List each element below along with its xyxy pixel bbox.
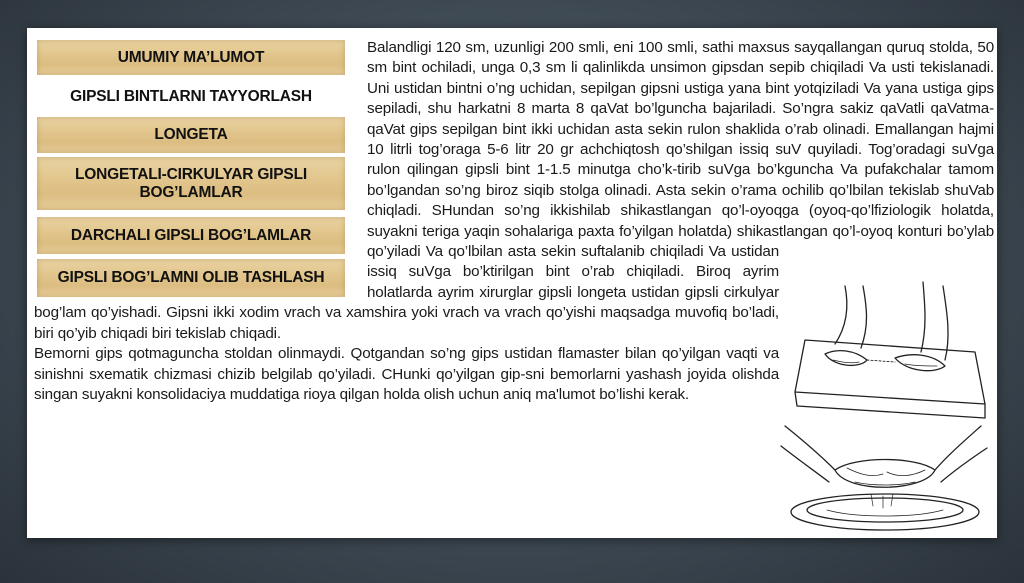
slide: [27, 28, 997, 538]
menu-item-darchali[interactable]: [37, 217, 345, 254]
menu-item-label: LONGETALI-CIRKULYAR GIPSLI BOG’LAMLAR: [75, 165, 307, 201]
menu-item-umumiy-malumot[interactable]: [37, 40, 345, 75]
menu-item-label: UMUMIY MA’LUMOT: [117, 48, 265, 66]
menu-item-longeta[interactable]: [37, 117, 345, 153]
topic-menu: [37, 40, 345, 297]
menu-item-label: GIPSLI BINTLARNI TAYYORLASH: [70, 88, 312, 106]
paragraph-1: Balandligi 120 sm, uzunligi 200 smli, eni 100 smli, sathi maxsus sayqallangan quruq stolda, 50 sm bint ochiladi, unga 0,3 sm li qalinlikda unsimon gipsdan sepib chiqiladi Va usti tekislanadi. Uni ustidan bintni o’ng uchidan, sepilgan gipsni ustiga yana bint yotqiziladi Va yana ustiga gips sepiladi, shu harkatni 8 marta 8 qaVat bo’lguncha bajariladi. So’ngra sakiz qaVatli qaVatma-qaVat gips sepilgan bint ikki uchidan asta sekin rulon shaklida o’rab olinadi. Emallangan hajmi 10 litrli tog’oraga 5-6 litr 20 gr achchiqtosh qo’shilgan issiq suV quyiladi. Tog’oradagi suVga rulon qilingan gipsli bint 1-1.5 minutga cho’k-tirib suVga bo’kguncha Va pufakchalar tamom bo’lgandan so’ng biroz siqib stolga olinadi. Asta sekin o’rama ochilib qo’lbilan tekislab shuVab chiqladi. SHundan so’ng ikkishilab shikastlangan qo’l-oyoqga (oyoq-qo’lfiziologik holatda, suyakni teriga yaqin sohalariga paxta fo’yilgan holatda) shikastlangan qo’l-oyoq konturi bo’ylab qo’yiladi Va qo’lbilan asta sekin suftalanib chiqiladi Va ustidan issiq suVga bo’ktirilgan bint o’rab chiqiladi. Biroq ayrim holatlarda ayrim xirurglar gipsli longeta ustidan gipsli cirkulyar bog’lam qo’yishadi. Gipsni ikki xodim vrach va xamshira yoki vrach va vrach qo’yishi maqsadga muvofiq bo’ladi, biri qo’yib chiqadi biri tekislab chiqadi.: [34, 39, 994, 342]
menu-item-gipsli-bintlarni-tayyorlash[interactable]: [37, 80, 345, 114]
menu-item-label: LONGETA: [154, 126, 228, 144]
menu-item-label: DARCHALI GIPSLI BOG’LAMLAR: [70, 226, 312, 244]
plaster-bandage-illustration: [775, 256, 995, 538]
menu-item-longetali-cirkulyar[interactable]: [37, 157, 345, 210]
menu-item-olib-tashlash[interactable]: [37, 259, 345, 297]
paragraph-2: Bemorni gips qotmaguncha stoldan olinmaydi. Qotgandan so’ng gips ustidan flamaster bilan qo’yilgan vaqti va sinishni sxematik chizmasi chizib belgilab qo’yiladi. CHunki qo’yilgan gip-sni bemorlarni yashash joyida olishda singan suyakni konsolidaciya muddatiga rioya qilgan holda olish uchun aniq ma'lumot bo’lishi kerak.: [34, 345, 779, 403]
menu-item-label: GIPSLI BOG’LAMNI OLIB TASHLASH: [57, 269, 325, 287]
